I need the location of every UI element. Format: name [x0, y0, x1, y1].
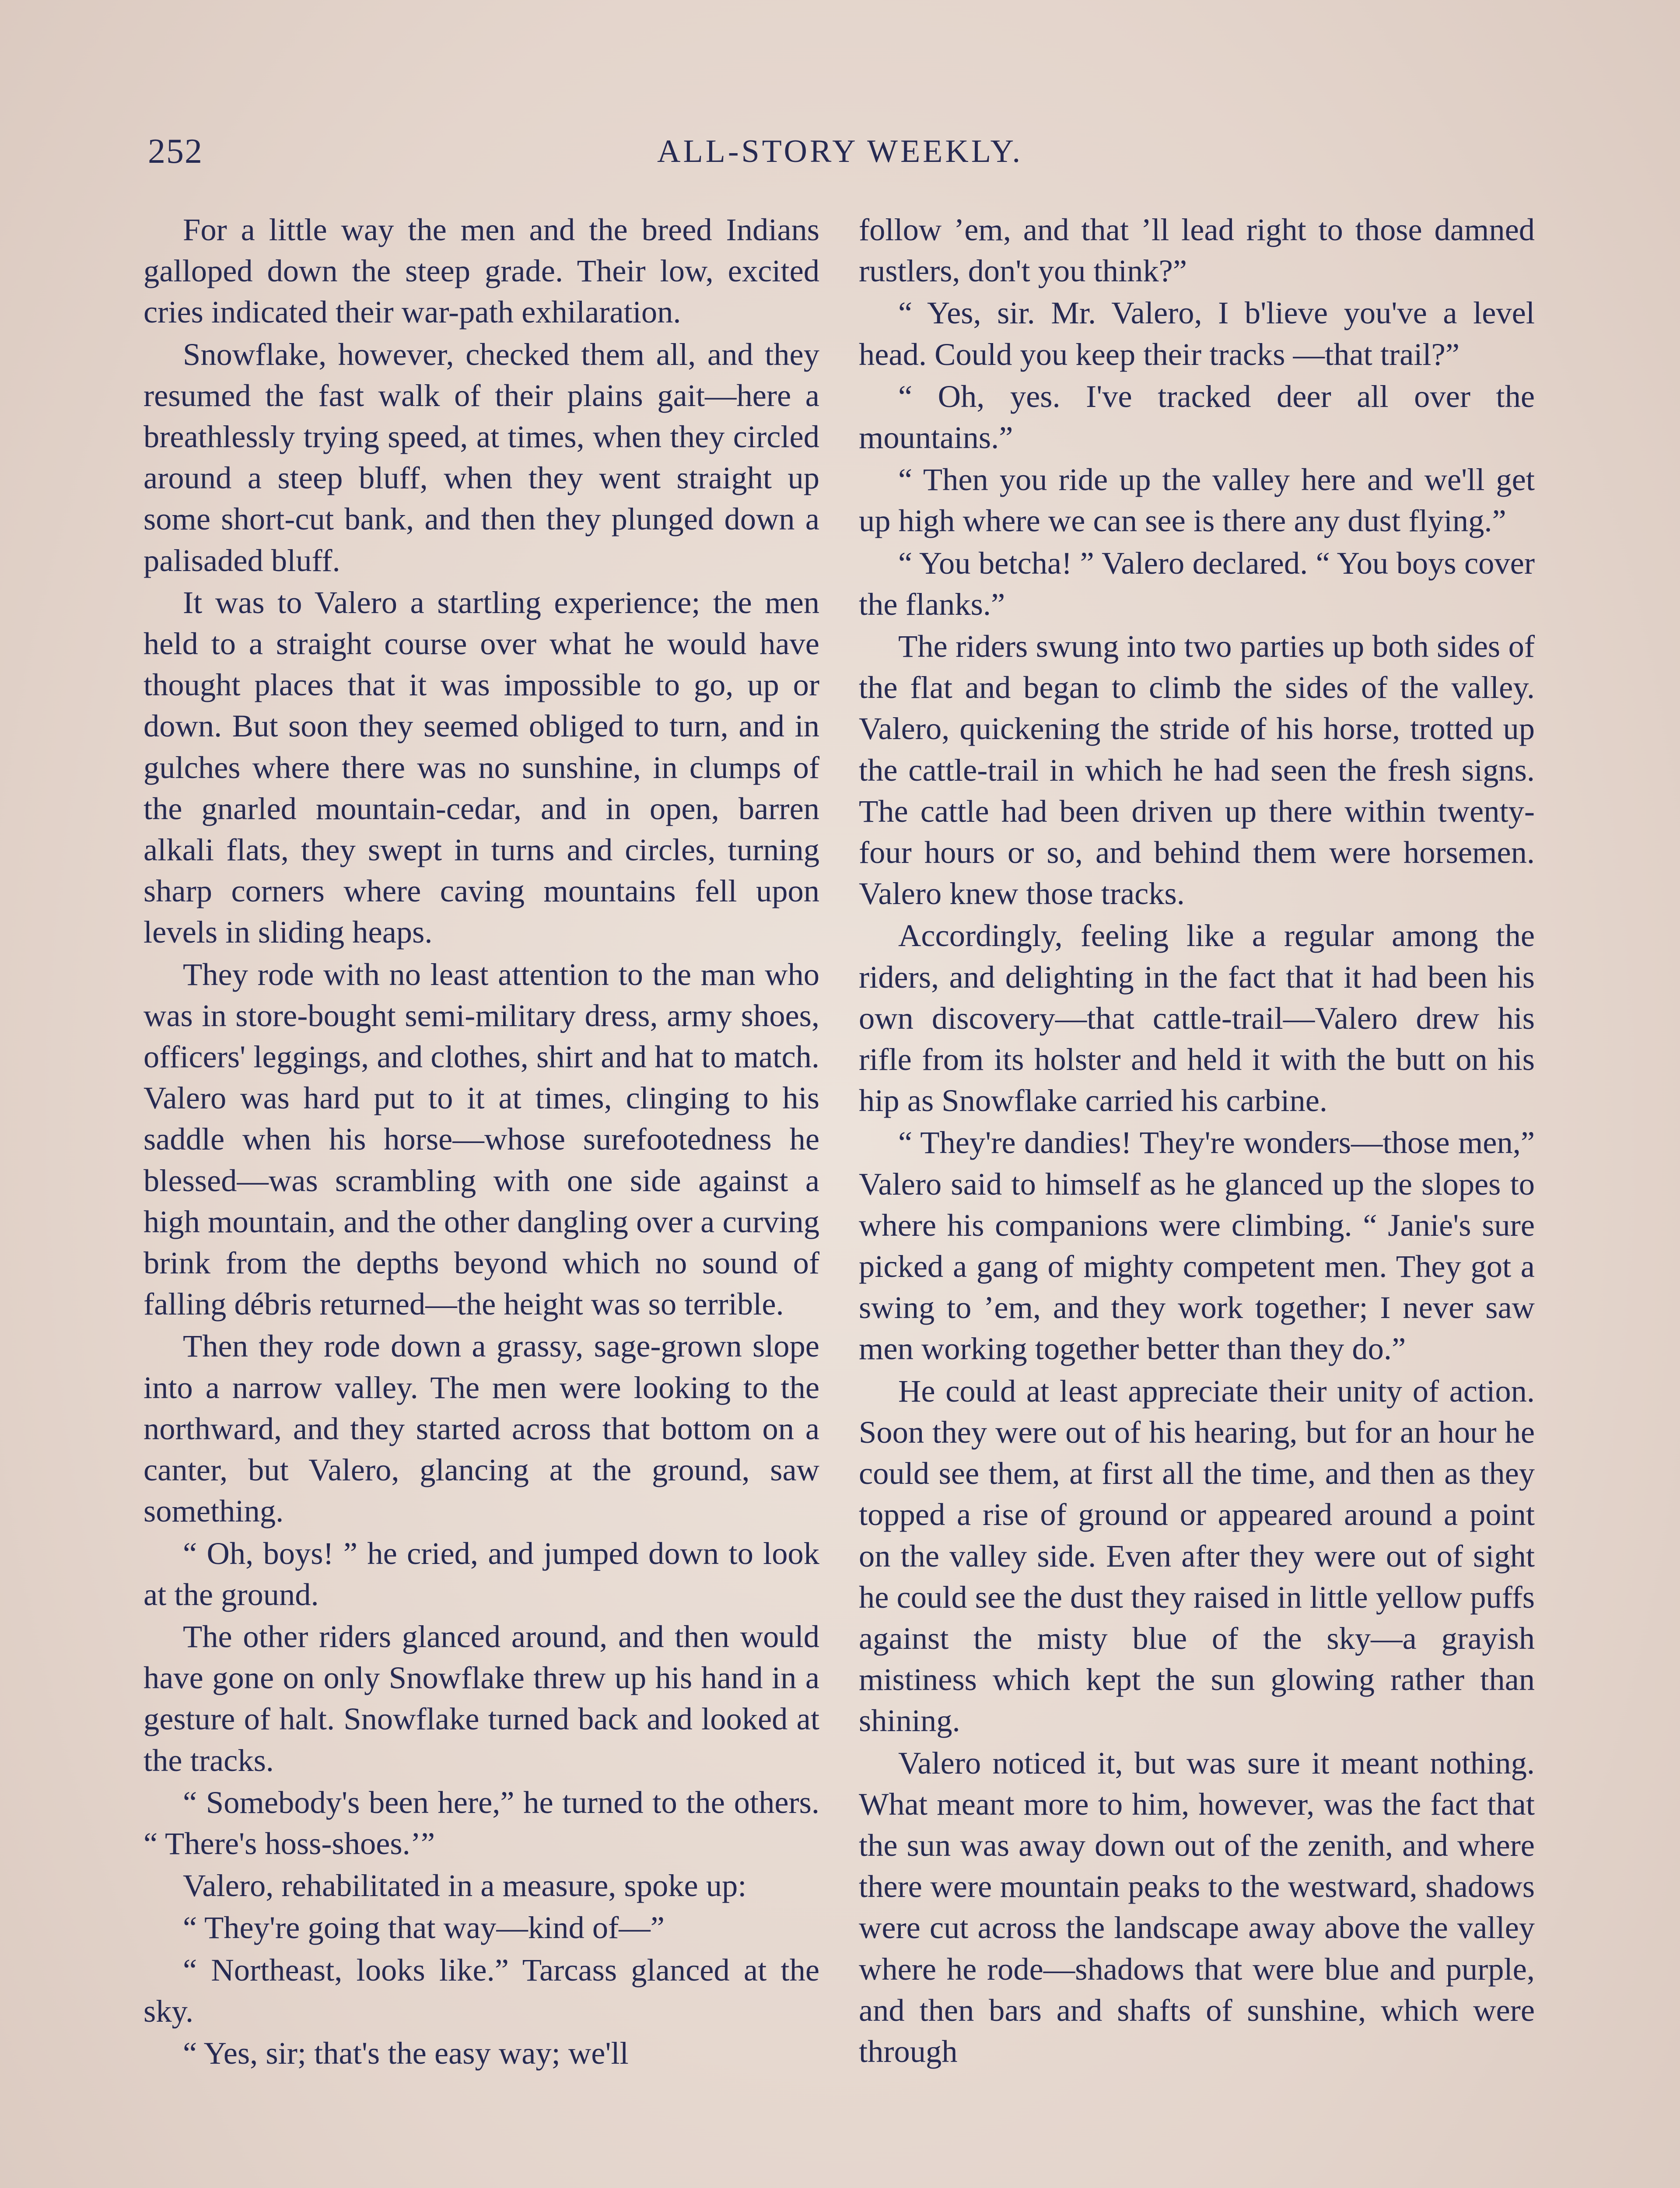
paragraph: Valero, rehabilitated in a measure, spoke up: — [183, 1868, 747, 1904]
paragraph: Then they rode down a grassy, sage-grown slope into a narrow valley. The men were looking to the northward, and they started across that bottom on a canter, but Valero, glancing at the ground, saw something. — [144, 1328, 819, 1529]
paragraph: He could at least appreciate their unity of action. Soon they were out of his hearing, but for an hour he could see them, at first all the time, and then as they topped a rise of ground or appeared around a point on the valley side. Even after they were out of sight he could see the dust they raised in little yellow puffs against the misty blue of the sky—a grayish mistiness which kept the sun glowing rather than shining. — [859, 1373, 1535, 1739]
paragraph-continued: follow ’em, and that ’ll lead right to those damned rustlers, don't you think?” — [859, 212, 1535, 289]
paragraph: “ They're dandies! They're wonders—those men,” Valero said to himself as he glanced up the slopes to where his companions were climbing. “ Janie's sure picked a gang of mighty competent men. They got a swing to ’em, and they work together; I never saw men working together better than they do.” — [859, 1125, 1535, 1367]
paragraph: For a little way the men and the breed Indians galloped down the steep grade. Their low, excited cries indicated their war-path exhilaration. — [144, 212, 819, 330]
paragraph: “ Northeast, looks like.” Tarcass glanced at the sky. — [144, 1952, 819, 2029]
running-head: ALL-STORY WEEKLY. — [657, 133, 1023, 169]
paragraph: Valero noticed it, but was sure it meant nothing. What meant more to him, however, was the fact that the sun was away down out of the zenith, and where there were mountain peaks to the westward, shadows were cut across the landscape away above the valley where he rode—shadows that were blue and purple, and then bars and shafts of sunshine, which were through — [859, 1745, 1535, 2069]
paragraph: Accordingly, feeling like a regular among the riders, and delighting in the fact that it had been his own discovery—that cattle-trail—Valero drew his rifle from its holster and held it with the butt on his hip as Snowflake carried his carbine. — [859, 918, 1535, 1119]
page-number: 252 — [148, 132, 203, 171]
paragraph: Snowflake, however, checked them all, and they resumed the fast walk of their plains gait—here a breathlessly trying speed, at times, when they circled around a steep bluff, when they went straight up some short-cut bank, and then they plunged down a palisaded bluff. — [144, 336, 819, 578]
paragraph: It was to Valero a startling experience; the men held to a straight course over what he would have thought places that it was impossible to go, up or down. But soon they seemed obliged to turn, and in gulches where there was no sunshine, in clumps of the gnarled mountain-cedar, and in open, barren alkali flats, they swept in turns and circles, turning sharp corners where caving mountains fell upon levels in sliding heaps. — [144, 584, 819, 950]
paragraph: “ Yes, sir. Mr. Valero, I b'lieve you've a level head. Could you keep their tracks —that trail?” — [859, 295, 1535, 372]
paragraph: “ Yes, sir; that's the easy way; we'll — [183, 2035, 629, 2071]
paragraph: “ They're going that way—kind of—” — [183, 1910, 665, 1946]
paragraph: “ Oh, yes. I've tracked deer all over the mountains.” — [859, 378, 1535, 456]
paragraph: The riders swung into two parties up both sides of the flat and began to climb the sides of the valley. Valero, quickening the stride of his horse, trotted up the cattle-trail in which he had seen the fresh signs. The cattle had been driven up there within twenty-four hours or so, and behind them were horsemen. Valero knew those tracks. — [859, 628, 1535, 912]
paragraph: “ Oh, boys! ” he cried, and jumped down to look at the ground. — [144, 1535, 819, 1612]
paragraph: “ Somebody's been here,” he turned to the others. “ There's hoss-shoes.’” — [144, 1784, 819, 1861]
paragraph: “ You betcha! ” Valero declared. “ You boys cover the flanks.” — [859, 545, 1535, 622]
paragraph: “ Then you ride up the valley here and we'll get up high where we can see is there any dust flying.” — [859, 462, 1535, 539]
right-column — [859, 209, 1535, 2073]
paragraph: They rode with no least attention to the man who was in store-bought semi-military dress, army shoes, officers' leggings, and clothes, shirt and hat to match. Valero was hard put to it at times, clinging to his saddle when his horse—whose surefootedness he blessed—was scrambling with one side against a high mountain, and the other dangling over a curving brink from the depths beyond which no sound of falling débris returned—the height was so terrible. — [144, 956, 819, 1322]
paragraph: The other riders glanced around, and then would have gone on only Snowflake threw up his hand in a gesture of halt. Snowflake turned back and looked at the tracks. — [144, 1618, 819, 1778]
left-column — [144, 209, 819, 2075]
